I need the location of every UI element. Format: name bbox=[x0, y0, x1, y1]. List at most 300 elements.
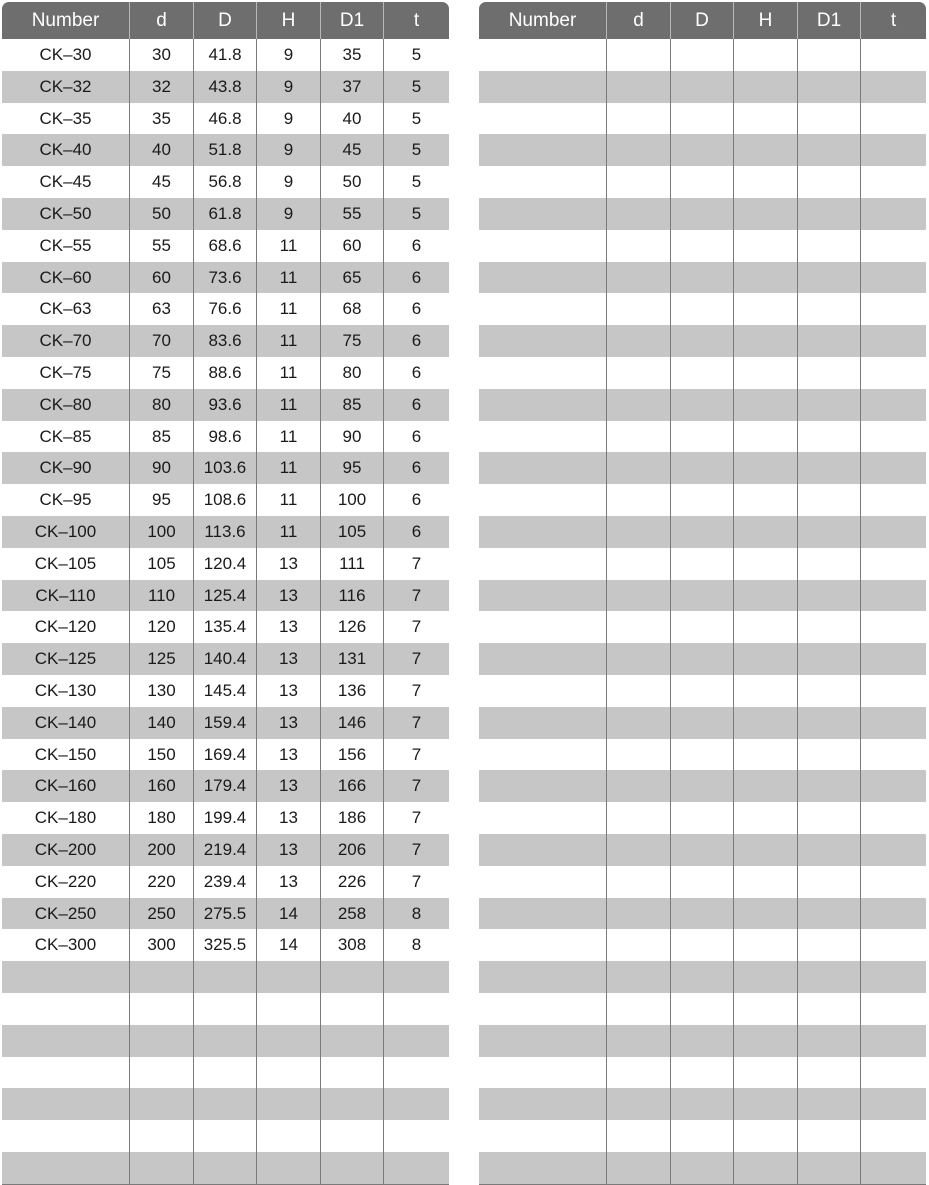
cell-D1 bbox=[797, 166, 860, 198]
cell-t bbox=[860, 898, 926, 930]
cell-H: 13 bbox=[256, 802, 320, 834]
cell-H: 13 bbox=[256, 739, 320, 771]
table-row bbox=[479, 548, 926, 580]
table-row bbox=[2, 134, 449, 166]
cell-H bbox=[733, 389, 797, 421]
cell-D bbox=[193, 993, 256, 1025]
cell-D1: 60 bbox=[320, 230, 383, 262]
cell-H: 9 bbox=[256, 103, 320, 135]
cell-D bbox=[670, 262, 733, 294]
cell-number bbox=[479, 770, 606, 802]
cell-D: 325.5 bbox=[193, 929, 256, 961]
table-row bbox=[479, 707, 926, 739]
cell-d bbox=[129, 1088, 193, 1120]
cell-t bbox=[860, 357, 926, 389]
cell-number bbox=[479, 643, 606, 675]
cell-t bbox=[860, 516, 926, 548]
cell-t bbox=[860, 198, 926, 230]
cell-d: 55 bbox=[129, 230, 193, 262]
cell-number bbox=[2, 1057, 129, 1089]
cell-d: 80 bbox=[129, 389, 193, 421]
cell-number: CK–32 bbox=[39, 76, 92, 96]
cell-t bbox=[860, 993, 926, 1025]
cell-t: 6 bbox=[383, 484, 449, 516]
cell-d bbox=[129, 1120, 193, 1152]
cell-number: CK–85 bbox=[39, 426, 92, 446]
cell-number bbox=[479, 1152, 606, 1184]
cell-t bbox=[860, 1088, 926, 1120]
cell-t: 7 bbox=[383, 802, 449, 834]
cell-H: 13 bbox=[256, 834, 320, 866]
column-header-H: H bbox=[733, 2, 797, 39]
table-row bbox=[2, 421, 449, 453]
cell-D1 bbox=[797, 516, 860, 548]
cell-D bbox=[670, 675, 733, 707]
cell-t: 6 bbox=[383, 389, 449, 421]
table-header bbox=[479, 2, 926, 39]
cell-H: 14 bbox=[256, 929, 320, 961]
table-row bbox=[479, 1088, 926, 1120]
cell-H: 9 bbox=[256, 71, 320, 103]
cell-D1: 111 bbox=[320, 548, 383, 580]
table-row bbox=[479, 71, 926, 103]
table-row bbox=[2, 643, 449, 675]
table-row bbox=[479, 675, 926, 707]
cell-number bbox=[2, 1120, 129, 1152]
cell-D1: 105 bbox=[320, 516, 383, 548]
table-row bbox=[2, 262, 449, 294]
cell-D1: 85 bbox=[320, 389, 383, 421]
cell-D: 145.4 bbox=[193, 675, 256, 707]
cell-number bbox=[479, 707, 606, 739]
cell-D1 bbox=[797, 198, 860, 230]
cell-d bbox=[129, 1152, 193, 1184]
cell-number bbox=[479, 198, 606, 230]
cell-d bbox=[606, 675, 670, 707]
cell-H bbox=[733, 262, 797, 294]
table-row bbox=[2, 739, 449, 771]
cell-number bbox=[479, 230, 606, 262]
cell-H: 13 bbox=[256, 643, 320, 675]
cell-number bbox=[479, 262, 606, 294]
cell-D: 125.4 bbox=[193, 580, 256, 612]
cell-number: CK–60 bbox=[39, 267, 92, 287]
cell-t: 6 bbox=[383, 293, 449, 325]
table-row bbox=[479, 1120, 926, 1152]
cell-D1 bbox=[797, 898, 860, 930]
table-row bbox=[479, 103, 926, 135]
cell-D bbox=[670, 452, 733, 484]
cell-d bbox=[606, 993, 670, 1025]
cell-H: 11 bbox=[256, 357, 320, 389]
table-row bbox=[479, 198, 926, 230]
cell-number: CK–35 bbox=[39, 108, 92, 128]
cell-H: 11 bbox=[256, 230, 320, 262]
cell-d bbox=[606, 262, 670, 294]
cell-D bbox=[670, 103, 733, 135]
cell-D bbox=[670, 39, 733, 71]
cell-D: 41.8 bbox=[193, 39, 256, 71]
table-row bbox=[479, 1152, 926, 1184]
cell-number: CK–40 bbox=[39, 140, 92, 160]
cell-d bbox=[606, 421, 670, 453]
cell-t bbox=[860, 166, 926, 198]
cell-number bbox=[479, 802, 606, 834]
cell-H bbox=[733, 484, 797, 516]
cell-d: 250 bbox=[129, 898, 193, 930]
cell-t: 6 bbox=[383, 357, 449, 389]
cell-H: 11 bbox=[256, 452, 320, 484]
table-row bbox=[479, 580, 926, 612]
cell-number: CK–55 bbox=[39, 235, 92, 255]
cell-d bbox=[606, 71, 670, 103]
cell-H bbox=[733, 675, 797, 707]
table-row bbox=[479, 834, 926, 866]
cell-D bbox=[670, 834, 733, 866]
cell-number bbox=[479, 739, 606, 771]
cell-t: 5 bbox=[383, 39, 449, 71]
table-row bbox=[479, 611, 926, 643]
cell-t bbox=[860, 1057, 926, 1089]
cell-number: CK–120 bbox=[34, 617, 97, 637]
cell-D bbox=[193, 1088, 256, 1120]
cell-H: 9 bbox=[256, 166, 320, 198]
cell-t bbox=[860, 325, 926, 357]
cell-d bbox=[606, 452, 670, 484]
cell-d: 95 bbox=[129, 484, 193, 516]
cell-D1 bbox=[797, 452, 860, 484]
cell-D: 169.4 bbox=[193, 739, 256, 771]
cell-D bbox=[670, 770, 733, 802]
cell-t: 7 bbox=[383, 611, 449, 643]
cell-D: 56.8 bbox=[193, 166, 256, 198]
cell-D1 bbox=[797, 993, 860, 1025]
cell-H bbox=[733, 103, 797, 135]
cell-t bbox=[860, 1152, 926, 1184]
cell-t: 7 bbox=[383, 834, 449, 866]
cell-D1: 186 bbox=[320, 802, 383, 834]
cell-H bbox=[733, 802, 797, 834]
cell-D1 bbox=[797, 134, 860, 166]
left-spec-table bbox=[2, 2, 449, 1155]
cell-d bbox=[129, 1057, 193, 1089]
column-header-D: D bbox=[670, 2, 733, 39]
cell-H: 9 bbox=[256, 39, 320, 71]
cell-D: 159.4 bbox=[193, 707, 256, 739]
cell-D: 108.6 bbox=[193, 484, 256, 516]
cell-t: 7 bbox=[383, 675, 449, 707]
cell-D bbox=[670, 707, 733, 739]
table-row bbox=[2, 166, 449, 198]
cell-H: 11 bbox=[256, 484, 320, 516]
cell-D bbox=[670, 1057, 733, 1089]
cell-D bbox=[670, 1152, 733, 1184]
cell-H: 13 bbox=[256, 611, 320, 643]
cell-H bbox=[733, 293, 797, 325]
cell-H bbox=[733, 1025, 797, 1057]
cell-D: 239.4 bbox=[193, 866, 256, 898]
cell-number: CK–95 bbox=[39, 490, 92, 510]
cell-d bbox=[606, 230, 670, 262]
cell-D bbox=[670, 166, 733, 198]
cell-t bbox=[383, 1120, 449, 1152]
cell-number: CK–105 bbox=[34, 553, 97, 573]
cell-H bbox=[733, 739, 797, 771]
table-row bbox=[479, 961, 926, 993]
cell-D1 bbox=[320, 1120, 383, 1152]
cell-D1 bbox=[797, 802, 860, 834]
cell-number bbox=[479, 421, 606, 453]
cell-D1 bbox=[320, 1088, 383, 1120]
cell-H: 11 bbox=[256, 325, 320, 357]
cell-D bbox=[670, 389, 733, 421]
cell-t bbox=[860, 262, 926, 294]
cell-d bbox=[606, 1088, 670, 1120]
cell-number bbox=[2, 1025, 129, 1057]
cell-D1: 156 bbox=[320, 739, 383, 771]
cell-H bbox=[733, 325, 797, 357]
cell-H: 13 bbox=[256, 770, 320, 802]
cell-number: CK–70 bbox=[39, 331, 92, 351]
cell-t bbox=[383, 993, 449, 1025]
cell-number: CK–110 bbox=[35, 585, 96, 605]
cell-H bbox=[256, 1057, 320, 1089]
cell-d bbox=[606, 929, 670, 961]
cell-t: 6 bbox=[383, 262, 449, 294]
cell-H bbox=[733, 770, 797, 802]
cell-D: 88.6 bbox=[193, 357, 256, 389]
table-row bbox=[2, 1057, 449, 1089]
cell-d bbox=[606, 961, 670, 993]
cell-H: 11 bbox=[256, 262, 320, 294]
cell-t bbox=[383, 1088, 449, 1120]
cell-D: 135.4 bbox=[193, 611, 256, 643]
cell-t bbox=[860, 71, 926, 103]
table-row bbox=[2, 230, 449, 262]
cell-D1: 258 bbox=[320, 898, 383, 930]
cell-number bbox=[479, 325, 606, 357]
table-row bbox=[479, 389, 926, 421]
cell-H bbox=[733, 580, 797, 612]
cell-D: 76.6 bbox=[193, 293, 256, 325]
cell-D bbox=[670, 929, 733, 961]
cell-H bbox=[256, 1025, 320, 1057]
cell-D bbox=[670, 961, 733, 993]
cell-t bbox=[383, 1025, 449, 1057]
cell-H bbox=[256, 961, 320, 993]
cell-D1 bbox=[797, 1088, 860, 1120]
cell-D: 113.6 bbox=[193, 516, 256, 548]
cell-D1: 50 bbox=[320, 166, 383, 198]
table-row bbox=[479, 802, 926, 834]
cell-t bbox=[860, 1025, 926, 1057]
cell-d: 110 bbox=[129, 580, 193, 612]
cell-D1 bbox=[797, 293, 860, 325]
cell-t: 5 bbox=[383, 71, 449, 103]
cell-D bbox=[670, 643, 733, 675]
cell-D1: 131 bbox=[320, 643, 383, 675]
cell-D1 bbox=[797, 611, 860, 643]
cell-number: CK–300 bbox=[34, 935, 97, 955]
cell-number bbox=[479, 898, 606, 930]
cell-D1: 116 bbox=[320, 580, 383, 612]
cell-D1: 80 bbox=[320, 357, 383, 389]
column-header-d: d bbox=[129, 2, 193, 39]
table-row bbox=[479, 452, 926, 484]
cell-d: 100 bbox=[129, 516, 193, 548]
cell-D bbox=[670, 325, 733, 357]
cell-number bbox=[479, 1057, 606, 1089]
cell-number bbox=[2, 961, 129, 993]
cell-H bbox=[733, 929, 797, 961]
cell-number: CK–150 bbox=[34, 744, 97, 764]
cell-D1 bbox=[797, 39, 860, 71]
cell-t bbox=[383, 961, 449, 993]
table-row bbox=[2, 834, 449, 866]
cell-t: 7 bbox=[383, 643, 449, 675]
cell-D: 93.6 bbox=[193, 389, 256, 421]
cell-D1 bbox=[797, 1120, 860, 1152]
table-row bbox=[2, 866, 449, 898]
cell-d bbox=[606, 389, 670, 421]
cell-d bbox=[606, 834, 670, 866]
cell-H: 14 bbox=[256, 898, 320, 930]
cell-number bbox=[479, 611, 606, 643]
cell-t: 5 bbox=[383, 166, 449, 198]
cell-D1 bbox=[797, 325, 860, 357]
cell-H bbox=[733, 548, 797, 580]
cell-D1 bbox=[797, 961, 860, 993]
column-header-D1: D1 bbox=[320, 2, 383, 39]
cell-D: 219.4 bbox=[193, 834, 256, 866]
cell-D bbox=[670, 1025, 733, 1057]
cell-D1 bbox=[797, 834, 860, 866]
cell-number: CK–50 bbox=[39, 203, 92, 223]
table-row bbox=[2, 548, 449, 580]
cell-d bbox=[129, 961, 193, 993]
cell-D1: 206 bbox=[320, 834, 383, 866]
table-row bbox=[479, 39, 926, 71]
cell-d bbox=[606, 611, 670, 643]
table-row bbox=[2, 1088, 449, 1120]
table-row bbox=[2, 39, 449, 71]
cell-d bbox=[606, 357, 670, 389]
cell-t bbox=[860, 230, 926, 262]
cell-t bbox=[860, 739, 926, 771]
cell-D1 bbox=[797, 675, 860, 707]
cell-D1 bbox=[797, 103, 860, 135]
cell-number bbox=[479, 993, 606, 1025]
table-row bbox=[479, 262, 926, 294]
cell-D1 bbox=[797, 230, 860, 262]
table-row bbox=[2, 770, 449, 802]
cell-d: 32 bbox=[129, 71, 193, 103]
cell-number bbox=[479, 1025, 606, 1057]
cell-D1: 90 bbox=[320, 421, 383, 453]
cell-D1 bbox=[797, 580, 860, 612]
cell-number: CK–200 bbox=[34, 839, 97, 859]
cell-d: 30 bbox=[129, 39, 193, 71]
table-body bbox=[479, 39, 926, 1184]
cell-d bbox=[606, 166, 670, 198]
table-row bbox=[479, 325, 926, 357]
cell-H bbox=[733, 993, 797, 1025]
cell-number: CK–30 bbox=[39, 45, 92, 64]
cell-number: CK–130 bbox=[34, 680, 97, 700]
cell-t: 7 bbox=[383, 707, 449, 739]
cell-d bbox=[606, 1120, 670, 1152]
cell-H bbox=[733, 1088, 797, 1120]
cell-d: 75 bbox=[129, 357, 193, 389]
cell-number bbox=[479, 1088, 606, 1120]
cell-d: 70 bbox=[129, 325, 193, 357]
cell-d bbox=[606, 707, 670, 739]
cell-t bbox=[860, 866, 926, 898]
table-row bbox=[479, 357, 926, 389]
cell-t bbox=[860, 707, 926, 739]
cell-D: 275.5 bbox=[193, 898, 256, 930]
cell-number bbox=[479, 675, 606, 707]
cell-number bbox=[2, 1152, 129, 1184]
cell-D bbox=[670, 484, 733, 516]
table-row bbox=[2, 516, 449, 548]
cell-D1: 308 bbox=[320, 929, 383, 961]
cell-D: 179.4 bbox=[193, 770, 256, 802]
cell-D bbox=[670, 230, 733, 262]
cell-D1: 40 bbox=[320, 103, 383, 135]
cell-d: 160 bbox=[129, 770, 193, 802]
cell-number bbox=[479, 103, 606, 135]
cell-D bbox=[193, 1057, 256, 1089]
cell-number: CK–140 bbox=[34, 712, 97, 732]
cell-d: 200 bbox=[129, 834, 193, 866]
cell-number: CK–220 bbox=[34, 871, 97, 891]
cell-t: 7 bbox=[383, 739, 449, 771]
cell-H bbox=[733, 166, 797, 198]
table-row bbox=[2, 293, 449, 325]
cell-H bbox=[733, 357, 797, 389]
table-row bbox=[2, 389, 449, 421]
column-header-D1: D1 bbox=[797, 2, 860, 39]
cell-D bbox=[670, 293, 733, 325]
cell-D1 bbox=[320, 961, 383, 993]
cell-number bbox=[2, 1088, 129, 1120]
cell-D bbox=[670, 739, 733, 771]
cell-d bbox=[606, 898, 670, 930]
cell-D1 bbox=[797, 484, 860, 516]
cell-D bbox=[670, 134, 733, 166]
table-row bbox=[479, 866, 926, 898]
cell-H: 9 bbox=[256, 134, 320, 166]
cell-D: 199.4 bbox=[193, 802, 256, 834]
cell-D: 103.6 bbox=[193, 452, 256, 484]
cell-t: 7 bbox=[383, 548, 449, 580]
cell-H: 13 bbox=[256, 866, 320, 898]
cell-t bbox=[383, 1057, 449, 1089]
cell-number: CK–90 bbox=[39, 458, 92, 478]
cell-t: 7 bbox=[383, 580, 449, 612]
table-row bbox=[2, 325, 449, 357]
table-row bbox=[479, 293, 926, 325]
cell-number bbox=[479, 452, 606, 484]
table-row bbox=[2, 929, 449, 961]
cell-t: 8 bbox=[383, 898, 449, 930]
cell-H bbox=[733, 898, 797, 930]
cell-t bbox=[860, 103, 926, 135]
column-header-number: Number bbox=[31, 10, 100, 31]
cell-H bbox=[733, 516, 797, 548]
cell-t bbox=[860, 421, 926, 453]
